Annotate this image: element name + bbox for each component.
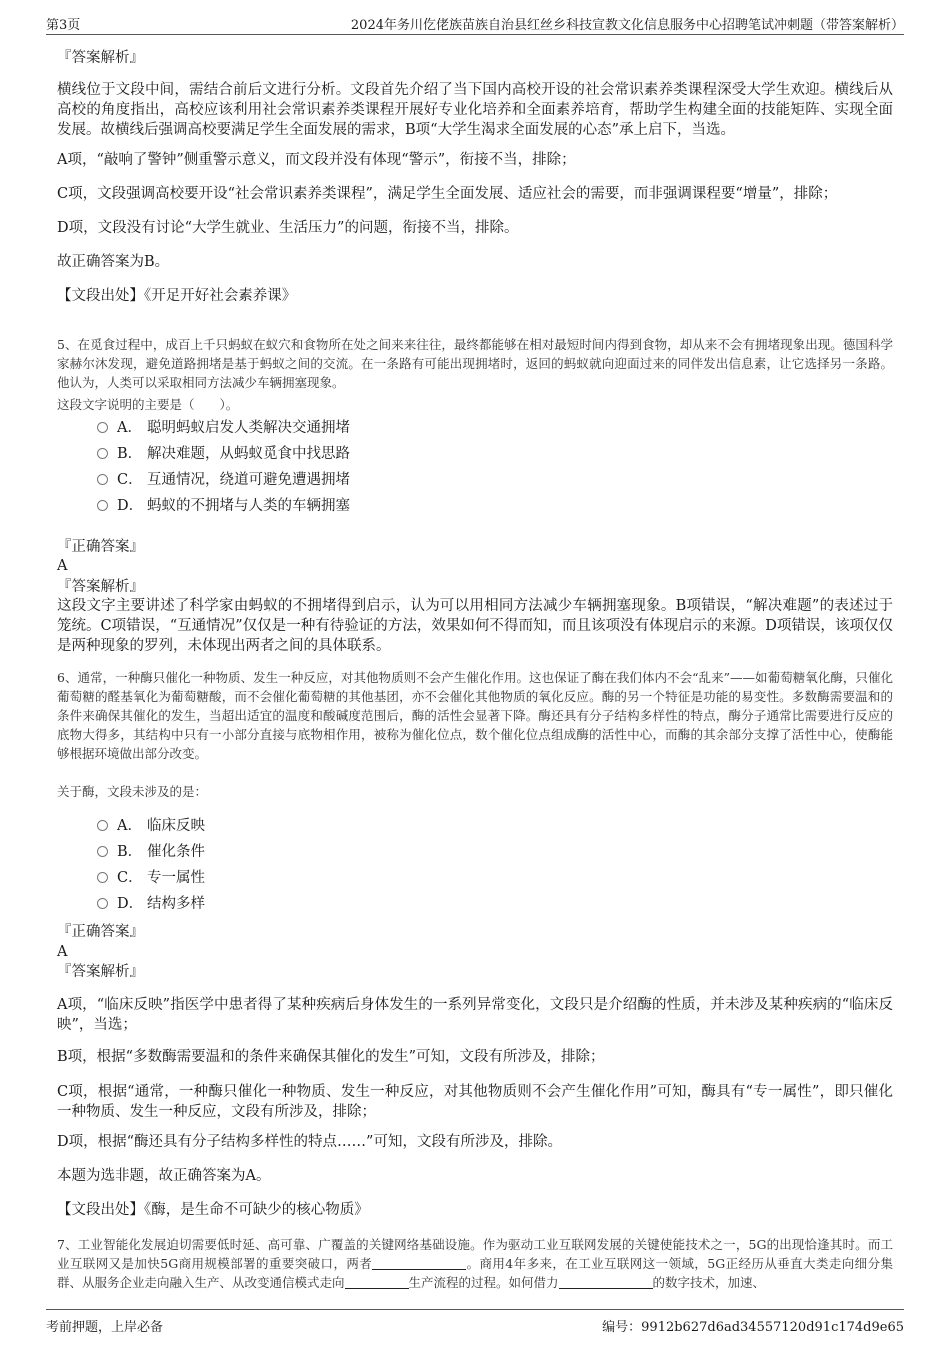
q5-option-c[interactable]: C． 互通情况，绕道可避免遭遇拥堵 [97,470,350,490]
radio-icon[interactable] [97,846,108,857]
q6-question: 关于酶，文段未涉及的是： [57,784,208,799]
page-footer [46,1309,904,1338]
q5-answer-label: 『正确答案』 [57,539,144,555]
q4-analysis-d: D项，文段没有讨论“大学生就业、生活压力”的问题，衔接不当，排除。 [57,220,519,236]
q6-analysis-c: C项，根据“通常，一种酶只催化一种物质、发生一种反应，对其他物质则不会产生催化作用”可知，酶具有“专一属性”，即只催化一种物质、发生一种反应，文段有所涉及，排除； [57,1084,893,1120]
q6-analysis-a: A项，“临床反映”指医学中患者得了某种疾病后身体发生的一系列异常变化，文段只是介绍酶的性质，并未涉及某种疾病的“临床反映”，当选； [57,997,893,1033]
page-number: 第3页 [46,18,81,33]
q5-analysis: 这段文字主要讲述了科学家由蚂蚁的不拥堵得到启示，认为可以用相同方法减少车辆拥塞现象。B项错误，“解决难题”的表述过于笼统。C项错误，“互通情况”仅仅是一种有待验证的方法，效果如何不得而知，而且该项没有体现启示的来源。D项错误，该项仅仅是两种现象的罗列，未体现出两者之间的具体联系。 [57,598,893,654]
radio-icon[interactable] [97,448,108,459]
document-id: 编号：9912b627d6ad34557120d91c174d9e65 [602,1320,904,1335]
page-header [46,8,904,35]
q6-option-b[interactable]: B． 催化条件 [97,842,205,862]
q6-source: 【文段出处】《酶，是生命不可缺少的核心物质》 [57,1202,369,1218]
q5-option-a[interactable]: A． 聪明蚂蚁启发人类解决交通拥堵 [97,418,350,438]
footer-slogan: 考前押题，上岸必备 [46,1320,164,1335]
radio-icon[interactable] [97,422,108,433]
radio-icon[interactable] [97,820,108,831]
q7-blank-2[interactable] [345,1275,409,1289]
q4-conclusion: 故正确答案为B。 [57,254,170,270]
q6-option-c[interactable]: C． 专一属性 [97,868,205,888]
radio-icon[interactable] [97,500,108,511]
radio-icon[interactable] [97,474,108,485]
q6-option-d[interactable]: D． 结构多样 [97,894,205,914]
q6-option-a[interactable]: A． 临床反映 [97,816,205,836]
q4-analysis-a: A项，“敲响了警钟”侧重警示意义，而文段并没有体现“警示”，衔接不当，排除； [57,152,576,168]
q6-analysis-b: B项，根据“多数酶需要温和的条件来确保其催化的发生”可知，文段有所涉及，排除； [57,1049,605,1065]
q4-source: 【文段出处】《开足开好社会素养课》 [57,288,297,304]
document-title: 2024年务川仡佬族苗族自治县红丝乡科技宣教文化信息服务中心招聘笔试冲刺题（带答案解析） [350,18,904,33]
q5-stem: 5、在觅食过程中，成百上千只蚂蚁在蚁穴和食物所在处之间来来往往，最终都能够在相对最短时间内得到食物，却从来不会有拥堵现象出现。德国科学家赫尔沐发现，避免道路拥堵是基于蚂蚁之间的交流。在一条路有可能出现拥堵时，返回的蚂蚁就向迎面过来的同伴发出信息素，让它选择另一条路。他认为，人类可以采取相同方法减少车辆拥塞现象。 [57,337,893,390]
q6-analysis-d: D项，根据“酶还具有分子结构多样性的特点……”可知，文段有所涉及，排除。 [57,1134,562,1150]
q5-answer: A [57,558,68,574]
q6-analysis-label: 『答案解析』 [57,964,144,980]
q7-stem: 7、工业智能化发展迫切需要低时延、高可靠、广覆盖的关键网络基础设施。作为驱动工业互联网发展的关键使能技术之一，5G的出现恰逢其时。而工业互联网又是加快5G商用规模部署的重要突破口，两者 。商用4年多来，在工业互联网这一领域，5G正经历从垂直大类走向细分集群、从服务企业走向融入生产、从改变通信模式走向 生产流程的过程。如何借力 的数字技术，加速、 [57,1237,893,1290]
q6-answer: A [57,944,68,960]
q6-stem: 6、通常，一种酶只催化一种物质、发生一种反应，对其他物质则不会产生催化作用。这也保证了酶在我们体内不会“乱来”——如葡萄糖氧化酶，只催化葡萄糖的醛基氧化为葡萄糖酸，而不会催化葡萄糖的其他基团，亦不会催化其他物质的氧化反应。酶的另一个特征是功能的易变性。多数酶需要温和的条件来确保其催化的发生，当超出适宜的温度和酸碱度范围后，酶的活性会显著下降。酶还具有分子结构多样性的特点，酶分子通常比需要进行反应的底物大得多，其结构中只有一小部分直接与底物相作用，被称为催化位点，数个催化位点组成酶的活性中心，而酶的其余部分支撑了活性中心，使酶能够根据环境做出部分改变。 [57,670,893,761]
q6-answer-label: 『正确答案』 [57,924,144,940]
q4-analysis-c: C项，文段强调高校要开设“社会常识素养类课程”，满足学生全面发展、适应社会的需要，而非强调课程要“增量”，排除； [57,186,838,202]
radio-icon[interactable] [97,898,108,909]
q5-analysis-label: 『答案解析』 [57,579,144,595]
q5-option-d[interactable]: D． 蚂蚁的不拥堵与人类的车辆拥塞 [97,496,350,516]
q7-blank-1[interactable] [372,1256,466,1270]
q7-blank-3[interactable] [559,1275,653,1289]
q6-conclusion: 本题为选非题，故正确答案为A。 [57,1168,271,1184]
q4-analysis-intro: 横线位于文段中间，需结合前后文进行分析。文段首先介绍了当下国内高校开设的社会常识素养类课程深受大学生欢迎。横线后从高校的角度指出，高校应该利用社会常识素养类课程开展好专业化培养和全面素养培育，帮助学生构建全面的技能矩阵、实现全面发展。故横线后强调高校要满足学生全面发展的需求，B项“大学生渴求全面发展的心态”承上启下，当选。 [57,82,893,138]
q5-question: 这段文字说明的主要是（ ）。 [57,397,239,412]
q4-analysis-label: 『答案解析』 [57,50,144,66]
q5-option-b[interactable]: B． 解决难题，从蚂蚁觅食中找思路 [97,444,350,464]
radio-icon[interactable] [97,872,108,883]
